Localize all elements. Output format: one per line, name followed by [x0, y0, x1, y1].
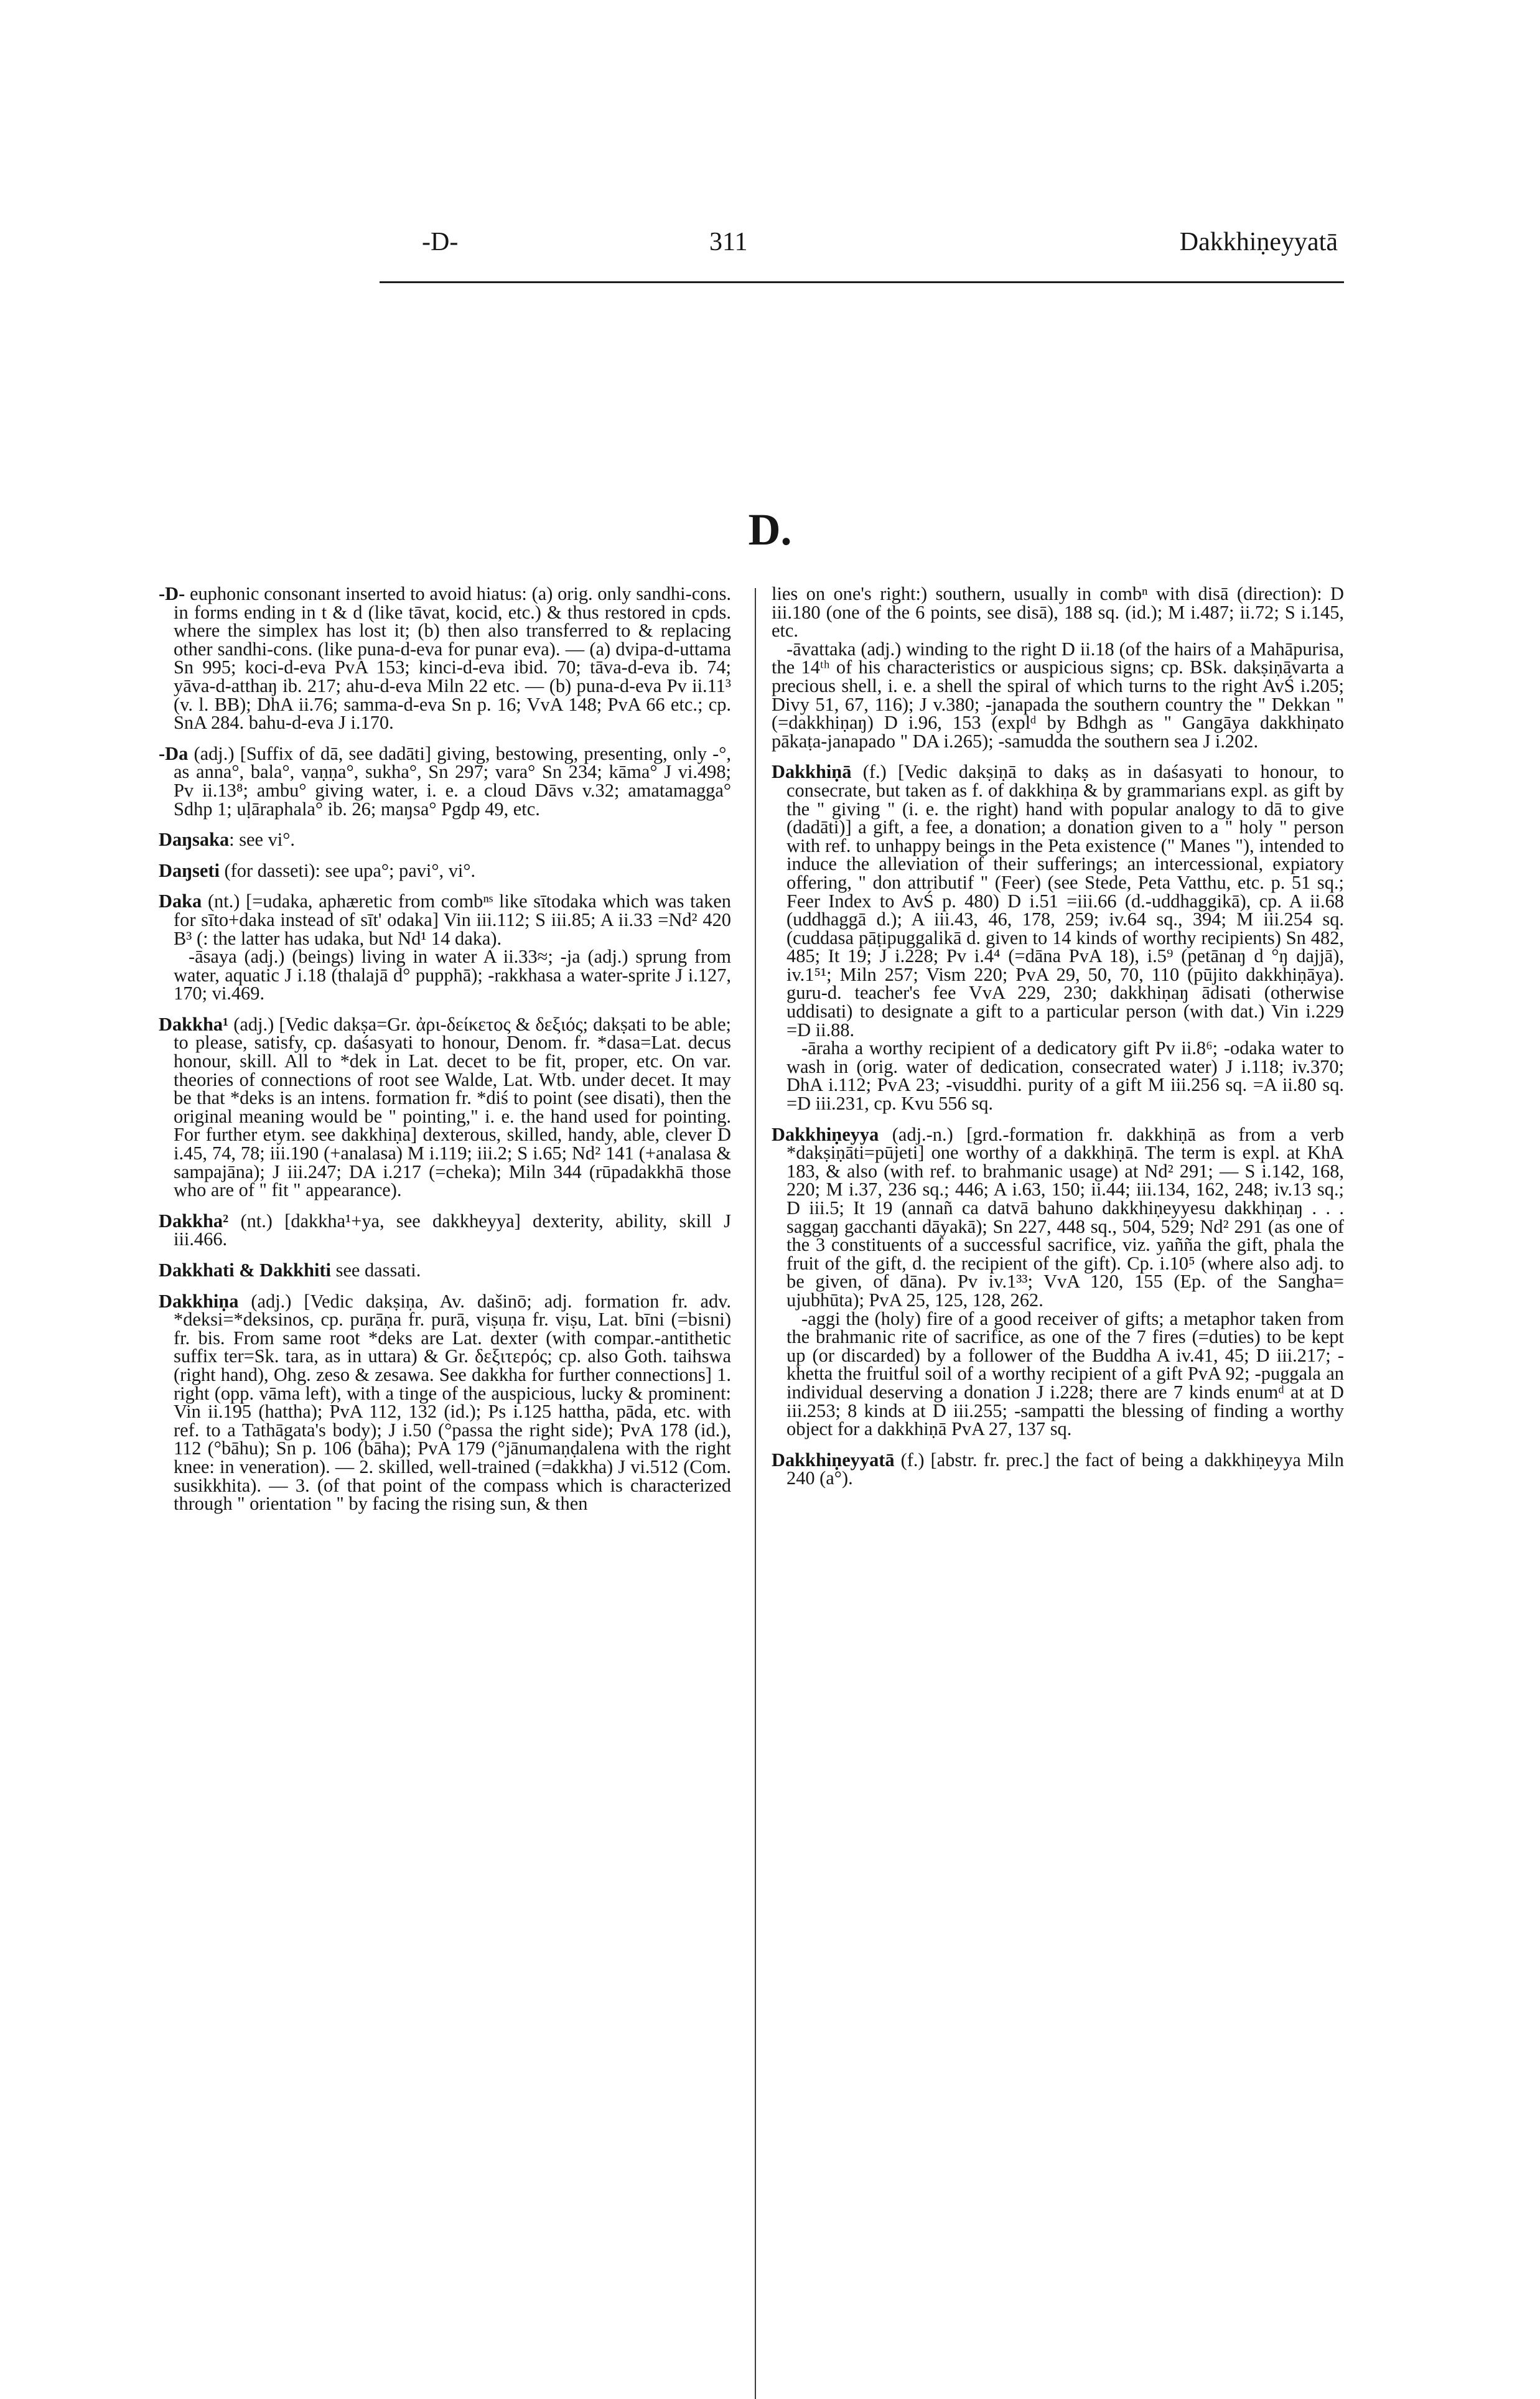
column-divider — [755, 588, 756, 2399]
entry-text: euphonic consonant inserted to avoid hiatus: (a) orig. only sandhi-cons. in forms ending in t & d (like tāvat, kocid, etc.) & thus restored in cpds. where the simplex has lost it; (b) then also transferred to & replacing other sandhi-cons. (like puna-d-eva for punar eva). — (a) dvipa-d-uttama Sn 995; koci-d-eva PvA 153; kinci-d-eva ibid. 70; tāva-d-eva ib. 74; yāva-d-atthaŋ ib. 217; ahu-d-eva Miln 22 etc. — (b) puna-d-eva Pv ii.11³ (v. l. BB); DhA ii.76; samma-d-eva Sn p. 16; VvA 148; PvA 66 etc.; cp. SnA 284. bahu-d-eva J i.170. — [174, 583, 731, 734]
entry-compound: -aggi the (holy) fire of a good receiver of gifts; a metaphor taken from the brahmanic rite of sacrifice, as one of the 7 fires (=duties) to be kept up (or discarded) by a follower of the Buddha A iv.41, 45; D iii.217; -khetta the fruitful soil of a worthy recipient of a gift PvA 92; -puggala an individual deserving a donation J i.228; there are 7 kinds enumᵈ at at D iii.253; 8 kinds at D iii.255; -sampatti the blessing of finding a worthy object for a dakkhiṇā PvA 27, 137 sq. — [786, 1307, 1344, 1440]
entry-compound: -āsaya (adj.) (beings) living in water A ii.33≈; -ja (adj.) sprung from water, aquatic J i.18 (thalajā d° pupphā); -rakkhasa a water-sprite J i.127, 170; vi.469. — [174, 946, 731, 1004]
entry-text: see dassati. — [330, 1260, 421, 1281]
dictionary-entry — [159, 1290, 731, 1515]
entry-compound: -āraha a worthy recipient of a dedicatory gift Pv ii.8⁶; -odaka water to wash in (orig. water of dedication, consecrated water) J i.118; iv.370; DhA i.112; PvA 23; -visuddhi. purity of a gift M iii.256 sq. =A ii.80 sq. =D iii.231, cp. Kvu 556 sq. — [786, 1037, 1344, 1115]
header-left: -D- — [422, 228, 459, 256]
entry-headword: Dakkhiṇeyyatā — [772, 1449, 895, 1471]
left-column — [159, 585, 731, 1526]
page-number: 311 — [709, 228, 748, 256]
dictionary-entry — [159, 1212, 731, 1249]
entry-headword: Dakkhiṇā — [772, 761, 852, 783]
dictionary-entry — [772, 585, 1344, 751]
dictionary-entry — [159, 742, 731, 820]
dictionary-entry — [159, 585, 731, 732]
dictionary-entry — [159, 892, 731, 1003]
entry-text: : see vi°. — [229, 829, 296, 851]
dictionary-entry — [159, 831, 731, 849]
entry-headword: Dakkha¹ — [159, 1013, 229, 1035]
entry-headword: -Da — [159, 742, 189, 764]
entry-text: (for dasseti): see upa°; pavi°, vi°. — [219, 859, 476, 881]
header-rule — [380, 281, 1344, 283]
dictionary-entry — [159, 1013, 731, 1201]
dictionary-entry — [159, 1261, 731, 1280]
entry-headword: Dakkhiṇeyya — [772, 1123, 879, 1145]
entry-compound: -āvattaka (adj.) winding to the right D ii.18 (of the hairs of a Mahāpurisa, the 14ᵗʰ of his characteristics or auspicious signs; cp. BSk. dakṣiṇāvarta a precious shell, i. e. a shell the spiral of which turns to the right AvŚ i.205; Divy 51, 67, 116); J v.380; -janapada the southern country the " Dekkan " (=dakkhiṇaŋ) D i.96, 153 (explᵈ by Bdhgh as " Gangāya dakkhiṇato pākaṭa-janapado " DA i.265); -samudda the southern sea J i.202. — [772, 638, 1344, 752]
header-right: Dakkhiṇeyyatā — [1179, 228, 1338, 256]
entry-text: (adj.) [Vedic dakṣa=Gr. ἀρι-δείκετος & δεξιός; dakṣati to be able; to please, satisfy, cp. daśasyati to honour, Denom. fr. *dasa=Lat. decus honour, skill. All to *dek in Lat. decet to be fit, proper, etc. On var. theories of connections of root see Walde, Lat. Wtb. under decet. It may be that *deks is an intens. formation fr. *diś to point (see disati), then the original meaning would be " pointing," i. e. the hand used for pointing. For further etym. see dakkhiṇa] dexterous, skilled, handy, able, clever D i.45, 74, 78; iii.190 (+analasa) M i.119; iii.2; S i.65; Nd² 141 (+analasa & sampajāna); J iii.247; DA i.217 (=cheka); Miln 344 (rūpadakkhā those who are of " fit " appearance). — [174, 1013, 731, 1201]
right-column — [772, 585, 1344, 1500]
entry-headword: -D- — [159, 583, 185, 604]
entry-headword: Daŋseti — [159, 859, 220, 881]
entry-text: lies on one's right:) southern, usually in combⁿ with disā (direction): D iii.180 (one of the 6 points, see disā), 188 sq. (id.); M i.487; ii.72; S i.145, etc. — [772, 583, 1344, 642]
entry-headword: Dakkha² — [159, 1210, 229, 1232]
entry-headword: Dakkhati & Dakkhiti — [159, 1260, 331, 1281]
entry-text: (nt.) [dakkha¹+ya, see dakkheyya] dexterity, ability, skill J iii.466. — [174, 1210, 731, 1250]
dictionary-entry — [772, 1451, 1344, 1488]
dictionary-entry — [772, 763, 1344, 1113]
dictionary-entry — [159, 859, 731, 881]
section-letter: D. — [748, 505, 792, 554]
dictionary-entry — [772, 1123, 1344, 1440]
entry-text: (f.) [abstr. fr. prec.] the fact of being a dakkhiṇeyya Miln 240 (a°). — [786, 1449, 1344, 1489]
running-head — [380, 227, 1344, 264]
entry-headword: Daka — [159, 891, 202, 912]
entry-headword: Daŋsaka — [159, 829, 230, 851]
entry-text: (adj.-n.) [grd.-formation fr. dakkhiṇā as from a verb *dakṣiṇāti=pūjeti] one worthy of a dakkhiṇā. The term is expl. at KhA 183, & also (with ref. to brahmanic usage) at Nd² 291; — S i.142, 168, 220; M i.37, 236 sq.; 446; A i.63, 150; ii.44; iii.134, 162, 248; iv.13 sq.; D iii.5; It 19 (annañ ca datvā bahuno dakkhiṇeyyesu dakkhiṇaŋ . . . saggaŋ gacchanti dāyakā); Sn 227, 448 sq., 504, 529; Nd² 291 (as one of the 3 constituents of a successful sacrifice, viz. yañña the gift, phala the fruit of the gift, d. the recipient of the gift). Cp. i.10⁵ (where also adj. to be given, of dāna). Pv iv.1³³; VvA 120, 155 (Ep. of the Sangha= ujubhūta); PvA 25, 125, 128, 262. — [786, 1123, 1344, 1311]
entry-text: (adj.) [Suffix of dā, see dadāti] giving, bestowing, presenting, only -°, as anna°, bala°, vaṇṇa°, sukha°, Sn 297; vara° Sn 234; kāma° J vi.498; Pv ii.13⁸; ambu° giving water, i. e. a cloud Dāvs v.32; amatamagga° Sdhp 1; uḷāraphala° ib. 26; maŋsa° Pgdp 49, etc. — [174, 742, 731, 820]
entry-text: (f.) [Vedic dakṣiṇā to dakṣ as in daśasyati to honour, to consecrate, but taken as f. of dakkhiṇa & by grammarians expl. as gift by the " giving " (i. e. the right) hand with popular analogy to dā to give (dadāti)] a gift, a fee, a donation; a donation given to a " holy " person with ref. to unhappy beings in the Peta existence (" Manes "), intended to induce the alleviation of their sufferings; an intercessional, expiatory offering, " don attributif " (Feer) (see Stede, Peta Vatthu, etc. p. 51 sq.; Feer Index to AvŚ p. 480) D i.51 =iii.66 (d.-uddhaggikā), cp. A ii.68 (uddhaggā d.); A iii.43, 46, 178, 259; iv.64 sq., 394; M iii.254 sq. (cuddasa pāṭipuggalikā d. given to 14 kinds of worthy recipients) Sn 482, 485; It 19; J i.228; Pv i.4⁴ (=dāna PvA 18), i.5⁹ (petānaŋ d °ŋ dajjā), iv.1⁵¹; Miln 257; Vism 220; PvA 29, 50, 70, 110 (pūjito dakkhiṇāya). guru-d. teacher's fee VvA 229, 230; dakkhiṇaŋ ādisati (otherwise uddisati) to designate a gift to a particular person (with dat.) Vin i.229 =D ii.88. — [786, 761, 1344, 1041]
entry-headword: Dakkhiṇa — [159, 1290, 239, 1312]
entry-text: (nt.) [=udaka, aphæretic from combⁿˢ like sītodaka which was taken for sīto+daka instead of sīt' odaka] Vin iii.112; S iii.85; A ii.33 =Nd² 420 B³ (: the latter has udaka, but Nd¹ 14 daka). — [174, 891, 731, 949]
entry-text: (adj.) [Vedic dakṣiṇa, Av. dašinō; adj. formation fr. adv. *deksi=*deksinos, cp. purāṇa fr. purā, viṣuṇa fr. viṣu, Lat. bīni (=bisni) fr. bis. From same root *deks are Lat. dexter (with compar.-antithetic suffix ter=Sk. tara, as in uttara) & Gr. δεξιτερός; cp. also Goth. taihswa (right hand), Ohg. zeso & zesawa. See dakkha for further connections] 1. right (opp. vāma left), with a tinge of the auspicious, lucky & prominent: Vin ii.195 (hattha); PvA 112, 132 (id.); Ps i.125 hattha, pāda, etc. with ref. to a Tathāgata's body); J i.50 (°passa the right side); PvA 178 (id.), 112 (°bāhu); Sn p. 106 (bāha); PvA 179 (°jānumaṇḍalena with the right knee: in veneration). — 2. skilled, well-trained (=dakkha) J vi.512 (Com. susikkhita). — 3. (of that point of the compass which is characterized through " orientation " by facing the rising sun, & then — [174, 1290, 731, 1515]
